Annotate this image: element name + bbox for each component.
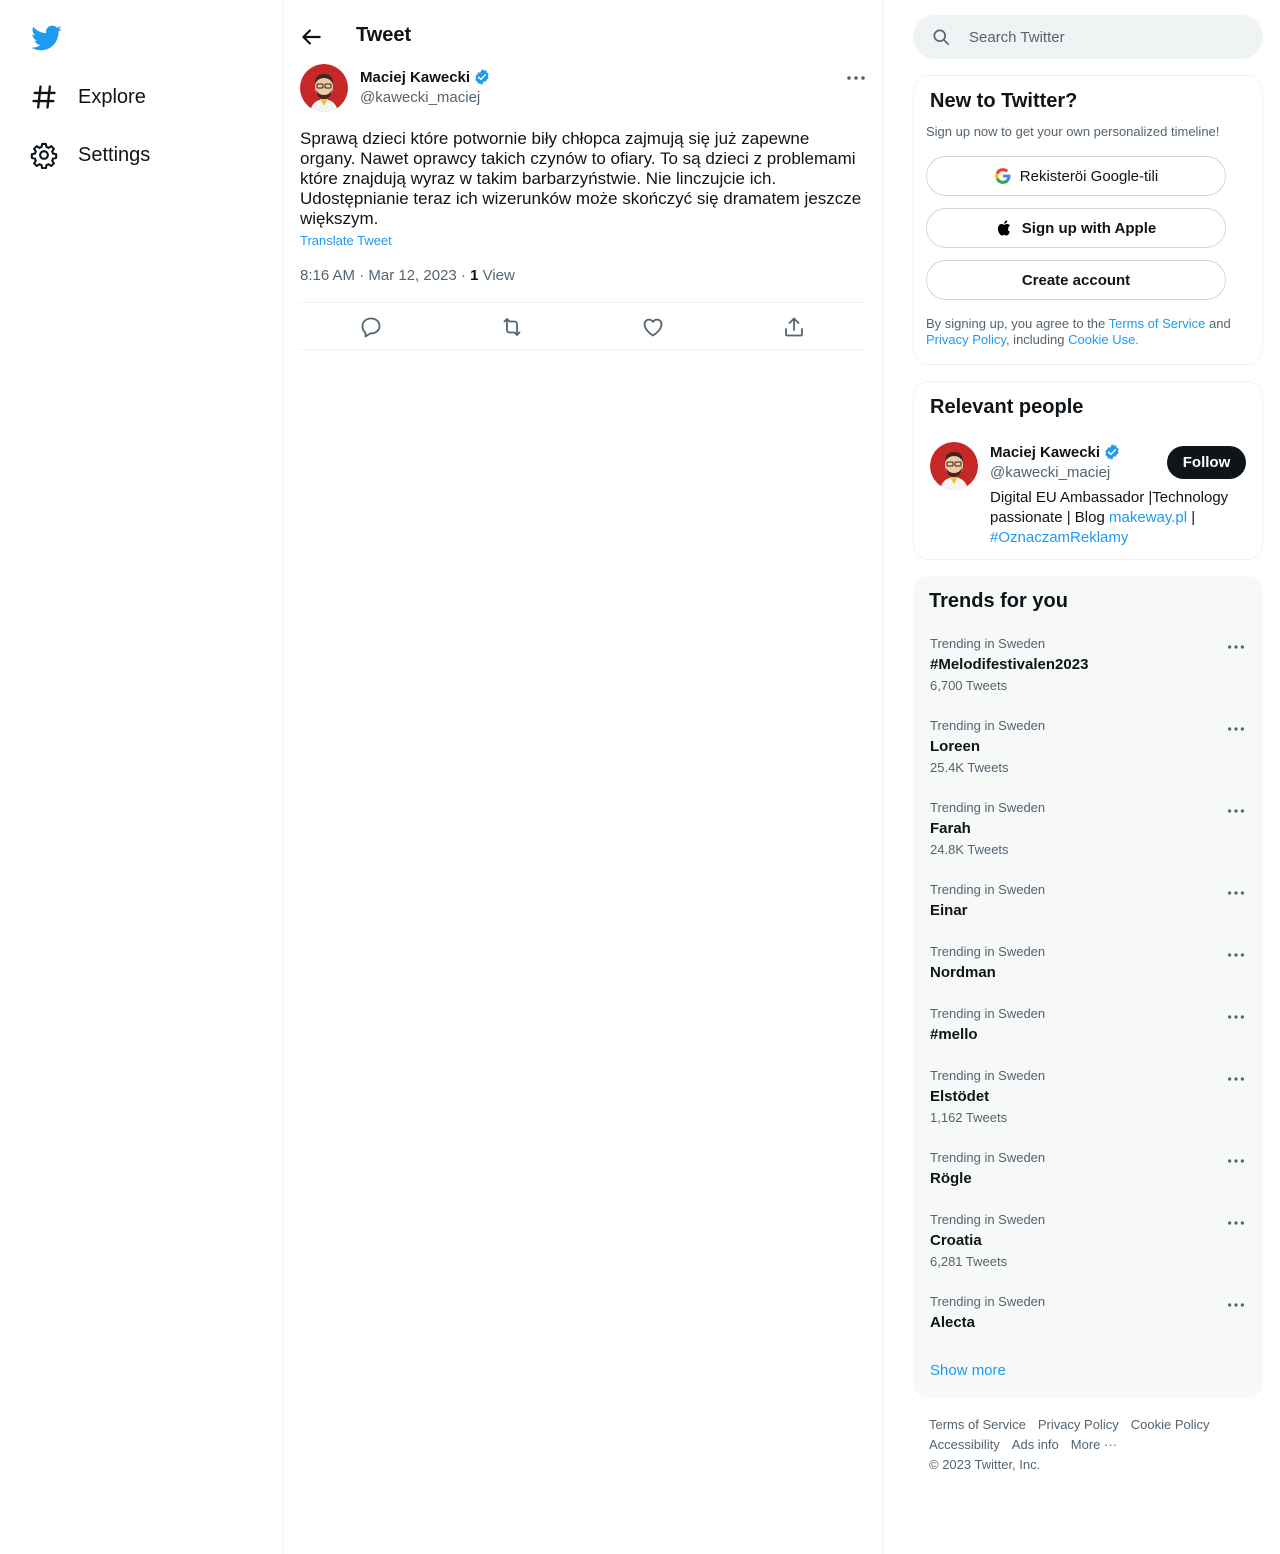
legal-and: and [1205, 316, 1231, 331]
trend-item[interactable] [913, 882, 1263, 932]
tweet-timestamp[interactable]: 8:16 AM · Mar 12, 2023 · [300, 267, 471, 284]
relevant-people-title: Relevant people [930, 396, 1084, 418]
person-name-text: Maciej Kawecki [990, 443, 1101, 461]
bio-separator: | [1187, 509, 1196, 526]
bio-hashtag[interactable]: #OznaczamReklamy [990, 529, 1129, 546]
signup-card [913, 75, 1263, 365]
trend-count: 25.4K Tweets [930, 760, 1009, 775]
footer-terms-link[interactable]: Terms of Service [929, 1417, 1026, 1432]
trend-count: 6,700 Tweets [930, 678, 1008, 693]
reply-icon[interactable] [359, 315, 383, 339]
translate-tweet-link[interactable]: Translate Tweet [300, 233, 392, 248]
views-count: 1 [470, 267, 479, 284]
google-signup-button[interactable] [926, 156, 1226, 196]
trend-name: Nordman [930, 964, 996, 981]
more-options-icon[interactable] [1225, 944, 1247, 966]
avatar[interactable] [300, 64, 348, 112]
verified-badge-icon [1103, 443, 1121, 461]
follow-button[interactable]: Follow [1167, 446, 1246, 479]
legal-prefix: By signing up, you agree to the [926, 316, 1109, 331]
views-label: View [478, 267, 515, 284]
tweet-text: Sprawą dzieci które potwornie biły chłopca zajmują się już zapewne organy. Nawet oprawcy takich czynów to ofiary. To są dzieci z problemami które znajdują wyraz w takim barbarzyństwie. Nie linczujcie ich. Udostępnianie teraz ich wizerunków może skończyć się dramatem jeszcze większym. [300, 129, 862, 228]
more-options-icon[interactable] [1225, 1006, 1247, 1028]
signup-subtitle: Sign up now to get your own personalized timeline! [926, 124, 1220, 139]
gear-icon [30, 141, 58, 169]
more-options-icon[interactable] [1225, 1212, 1247, 1234]
trend-item[interactable] [913, 1294, 1263, 1344]
tweet-meta [300, 267, 515, 284]
search-box [913, 15, 1263, 59]
trend-context: Trending in Sweden [930, 1068, 1046, 1083]
footer-privacy-link[interactable]: Privacy Policy [1037, 1417, 1119, 1432]
footer [929, 1415, 1259, 1475]
trends-card [913, 576, 1263, 1398]
apple-signup-label: Sign up with Apple [1021, 219, 1157, 237]
share-icon[interactable] [782, 315, 806, 339]
person-name[interactable] [990, 443, 1121, 461]
more-options-icon[interactable] [1225, 800, 1247, 822]
trend-count: 6,281 Tweets [930, 1254, 1008, 1269]
trend-item[interactable] [913, 636, 1263, 706]
author-name[interactable] [360, 68, 491, 86]
trend-item[interactable] [913, 718, 1263, 788]
relevant-people-card [913, 381, 1263, 560]
retweet-icon[interactable] [500, 315, 524, 339]
show-more-link[interactable]: Show more [930, 1362, 1006, 1379]
right-sidebar [913, 0, 1263, 1554]
nav-explore-label: Explore [78, 85, 146, 108]
trend-context: Trending in Sweden [930, 1150, 1046, 1165]
legal-including: , including [1005, 332, 1069, 347]
hashtag-icon [30, 83, 58, 111]
trend-context: Trending in Sweden [930, 1294, 1046, 1309]
trend-item[interactable] [913, 944, 1263, 994]
bio-text: Digital EU Ambassador |Technology passionate | Blog [990, 489, 1229, 526]
left-nav [0, 0, 284, 1554]
apple-signup-button[interactable] [926, 208, 1226, 248]
footer-more-link[interactable]: More ··· [1070, 1437, 1117, 1452]
author-handle[interactable]: @kawecki_maciej [360, 89, 481, 106]
author-name-text: Maciej Kawecki [360, 68, 471, 86]
trend-context: Trending in Sweden [930, 636, 1046, 651]
trend-context: Trending in Sweden [930, 718, 1046, 733]
trend-count: 24.8K Tweets [930, 842, 1009, 857]
person-bio [990, 488, 1252, 548]
search-input[interactable] [969, 15, 1249, 59]
trend-context: Trending in Sweden [930, 944, 1046, 959]
trend-context: Trending in Sweden [930, 1212, 1046, 1227]
trend-context: Trending in Sweden [930, 800, 1046, 815]
more-options-icon[interactable] [1225, 1068, 1247, 1090]
bio-link[interactable]: makeway.pl [1108, 509, 1188, 526]
more-options-icon[interactable] [844, 66, 868, 90]
nav-settings-label: Settings [78, 143, 151, 166]
footer-cookie-link[interactable]: Cookie Policy [1130, 1417, 1210, 1432]
search-icon [931, 27, 951, 47]
trend-item[interactable] [913, 1068, 1263, 1138]
like-heart-icon[interactable] [641, 315, 665, 339]
trend-item[interactable] [913, 1212, 1263, 1282]
trend-name: Alecta [930, 1314, 976, 1331]
footer-copyright: © 2023 Twitter, Inc. [929, 1457, 1041, 1472]
signup-legal-text [926, 316, 1252, 348]
more-options-icon[interactable] [1225, 1150, 1247, 1172]
nav-settings[interactable] [30, 135, 150, 175]
signup-title: New to Twitter? [930, 90, 1078, 112]
trend-count: 1,162 Tweets [930, 1110, 1008, 1125]
cookie-use-link[interactable]: Cookie Use. [1068, 332, 1139, 347]
privacy-link[interactable]: Privacy Policy [926, 332, 1006, 347]
create-account-button[interactable] [926, 260, 1226, 300]
page-title: Tweet [356, 24, 412, 46]
person-avatar[interactable] [930, 442, 978, 490]
trend-name: #Melodifestivalen2023 [930, 656, 1089, 673]
trend-item[interactable] [913, 1006, 1263, 1056]
trend-name: Einar [930, 902, 968, 919]
back-arrow-icon[interactable] [298, 24, 324, 50]
verified-badge-icon [473, 68, 491, 86]
trend-name: Elstödet [930, 1088, 990, 1105]
create-account-label: Create account [1021, 271, 1131, 289]
terms-link[interactable]: Terms of Service [1108, 316, 1206, 331]
trend-item[interactable] [913, 800, 1263, 870]
twitter-logo-icon[interactable] [30, 22, 62, 54]
trend-name: #mello [930, 1026, 978, 1043]
footer-accessibility-link[interactable]: Accessibility [929, 1437, 1000, 1452]
trend-name: Farah [930, 820, 971, 837]
main-column [283, 0, 883, 1554]
trend-name: Croatia [930, 1232, 982, 1249]
more-options-icon[interactable] [1225, 882, 1247, 904]
more-options-icon[interactable] [1225, 1294, 1247, 1316]
google-signup-label: Rekisteröi Google-tili [1019, 167, 1159, 185]
apple-logo-icon [996, 219, 1014, 237]
trend-context: Trending in Sweden [930, 882, 1046, 897]
trend-item[interactable] [913, 1150, 1263, 1200]
nav-explore[interactable] [30, 77, 146, 117]
trend-context: Trending in Sweden [930, 1006, 1046, 1021]
trend-name: Rögle [930, 1170, 972, 1187]
footer-ads-link[interactable]: Ads info [1011, 1437, 1059, 1452]
more-options-icon[interactable] [1225, 718, 1247, 740]
person-handle[interactable]: @kawecki_maciej [990, 464, 1111, 481]
trend-name: Loreen [930, 738, 981, 755]
tweet-action-bar [300, 302, 866, 350]
google-logo-icon [994, 167, 1012, 185]
trends-title: Trends for you [929, 590, 1068, 612]
more-options-icon[interactable] [1225, 636, 1247, 658]
